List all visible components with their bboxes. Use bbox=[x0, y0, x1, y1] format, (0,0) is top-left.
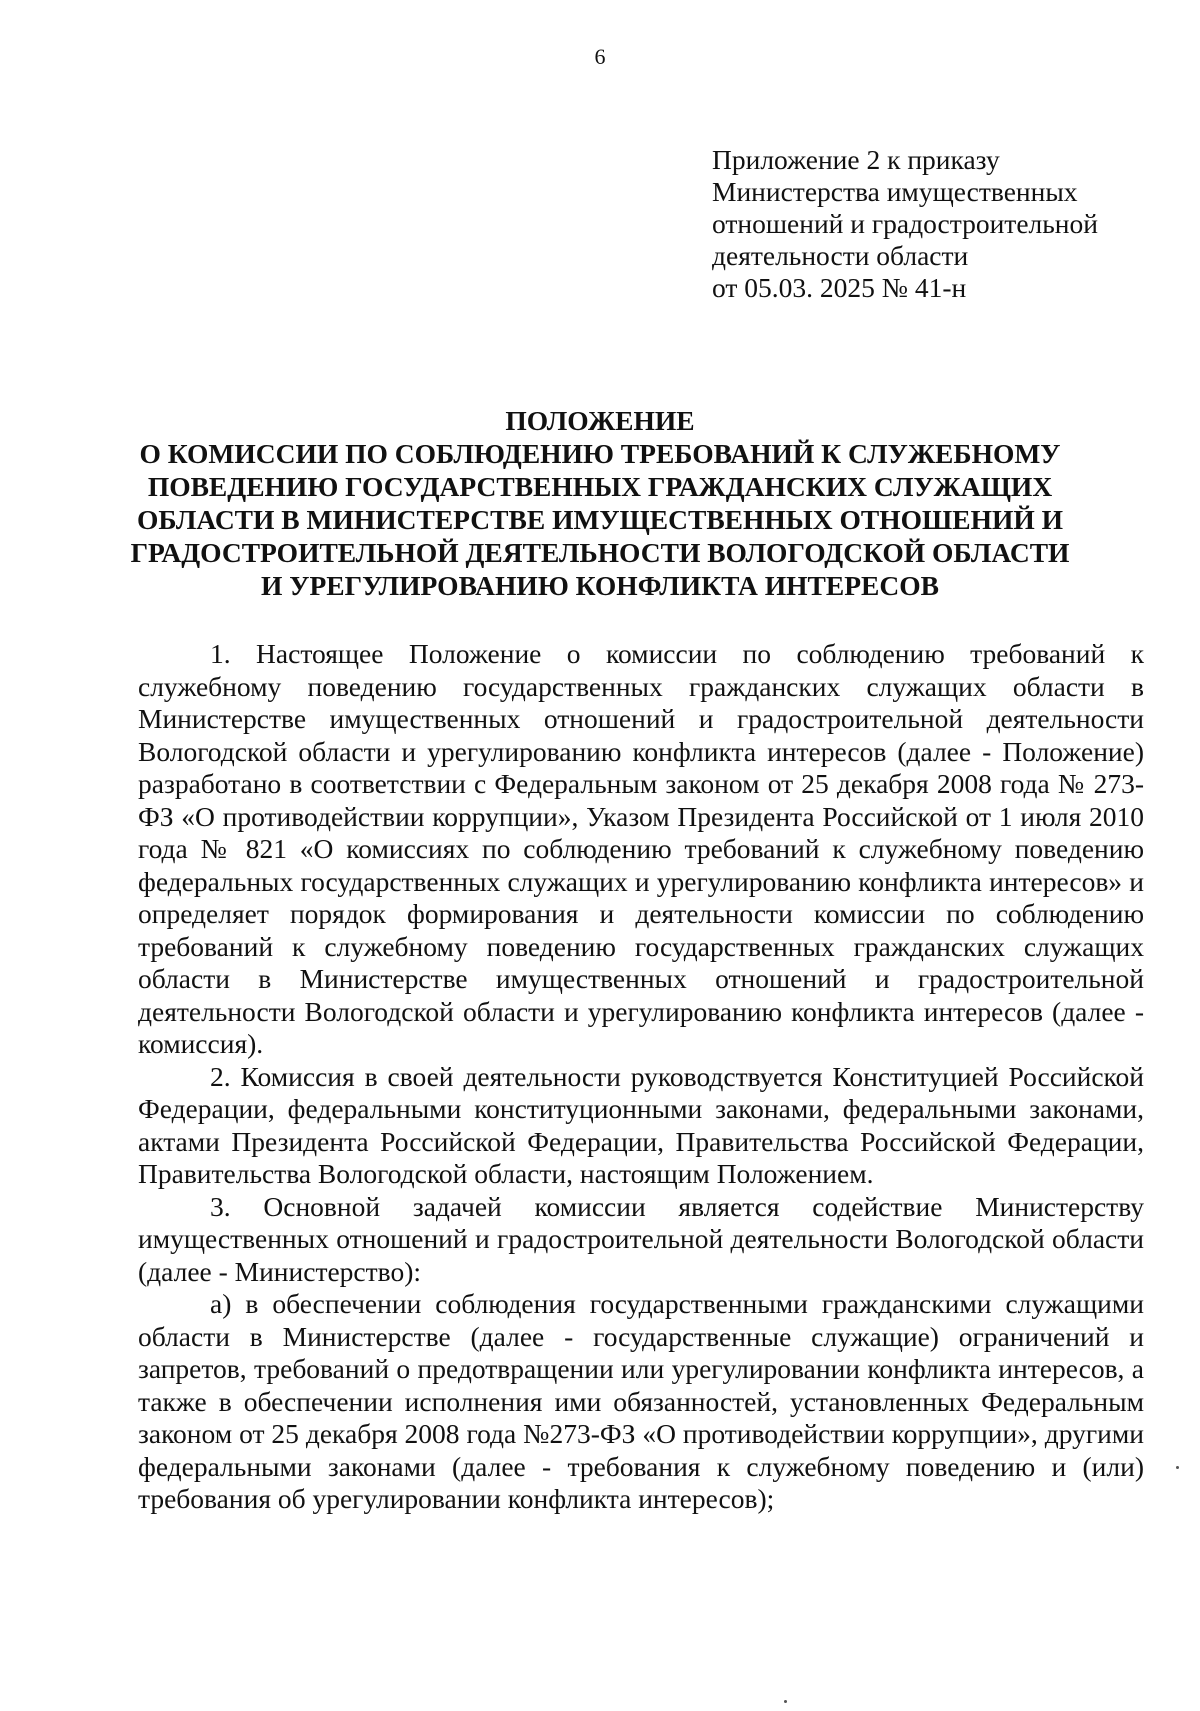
scan-artifact bbox=[784, 1700, 787, 1703]
paragraph-3a: а) в обеспечении соблюдения государственными гражданскими служащими области в Министерстве (далее - государственные служащие) ограничений и запретов, требований о предотвращении или урегулировании конфликта интересов, а также в обеспечении исполнения ими обязанностей, установленных Федеральным законом от 25 декабря 2008 года №273-ФЗ «О противодействии коррупции», другими федеральными законами (далее - требования к служебному поведению и (или) требования об урегулировании конфликта интересов); bbox=[138, 1288, 1144, 1514]
page-number: 6 bbox=[594, 44, 606, 69]
paragraph-2: 2. Комиссия в своей деятельности руководствуется Конституцией Российской Федерации, федеральными конституционными законами, федеральными законами, актами Президента Российской Федерации, Правительства Российской Федерации, Правительства Вологодской области, настоящим Положением. bbox=[138, 1060, 1144, 1189]
paragraph-3: 3. Основной задачей комиссии является содействие Министерству имущественных отношений и градостроительной деятельности Вологодской области (далее - Министерство): bbox=[138, 1190, 1144, 1287]
title-line: И УРЕГУЛИРОВАНИЮ КОНФЛИКТА ИНТЕРЕСОВ bbox=[261, 570, 939, 601]
title-line: ПОЛОЖЕНИЕ bbox=[505, 405, 695, 436]
document-title bbox=[120, 404, 1080, 602]
appendix-line: Приложение 2 к приказу bbox=[712, 144, 1000, 175]
title-line: ПОВЕДЕНИЮ ГОСУДАРСТВЕННЫХ ГРАЖДАНСКИХ СЛУЖАЩИХ bbox=[147, 471, 1053, 502]
appendix-line: от 05.03. 2025 № 41-н bbox=[712, 272, 967, 303]
scan-artifact bbox=[1176, 1466, 1179, 1469]
paragraph-1: 1. Настоящее Положение о комиссии по соблюдению требований к служебному поведению государственных гражданских служащих области в Министерстве имущественных отношений и градостроительной деятельности Вологодской области и урегулированию конфликта интересов (далее - Положение) разработано в соответствии с Федеральным законом от 25 декабря 2008 года № 273-ФЗ «О противодействии коррупции», Указом Президента Российской от 1 июля 2010 года № 821 «О комиссиях по соблюдению требований к служебному поведению федеральных государственных служащих и урегулированию конфликта интересов» и определяет порядок формирования и деятельности комиссии по соблюдению требований к служебному поведению государственных гражданских служащих области в Министерстве имущественных отношений и градостроительной деятельности Вологодской области и урегулированию конфликта интересов (далее - комиссия). bbox=[138, 638, 1144, 1059]
appendix-line: Министерства имущественных bbox=[712, 176, 1078, 207]
appendix-line: отношений и градостроительной bbox=[712, 208, 1098, 239]
title-line: ОБЛАСТИ В МИНИСТЕРСТВЕ ИМУЩЕСТВЕННЫХ ОТНОШЕНИЙ И bbox=[136, 504, 1064, 535]
document-body bbox=[138, 638, 1144, 1516]
appendix-line: деятельности области bbox=[712, 240, 969, 271]
title-line: О КОМИССИИ ПО СОБЛЮДЕНИЮ ТРЕБОВАНИЙ К СЛУЖЕБНОМУ bbox=[139, 438, 1061, 469]
appendix-header bbox=[712, 144, 1152, 304]
title-line: ГРАДОСТРОИТЕЛЬНОЙ ДЕЯТЕЛЬНОСТИ ВОЛОГОДСКОЙ ОБЛАСТИ bbox=[130, 537, 1070, 568]
